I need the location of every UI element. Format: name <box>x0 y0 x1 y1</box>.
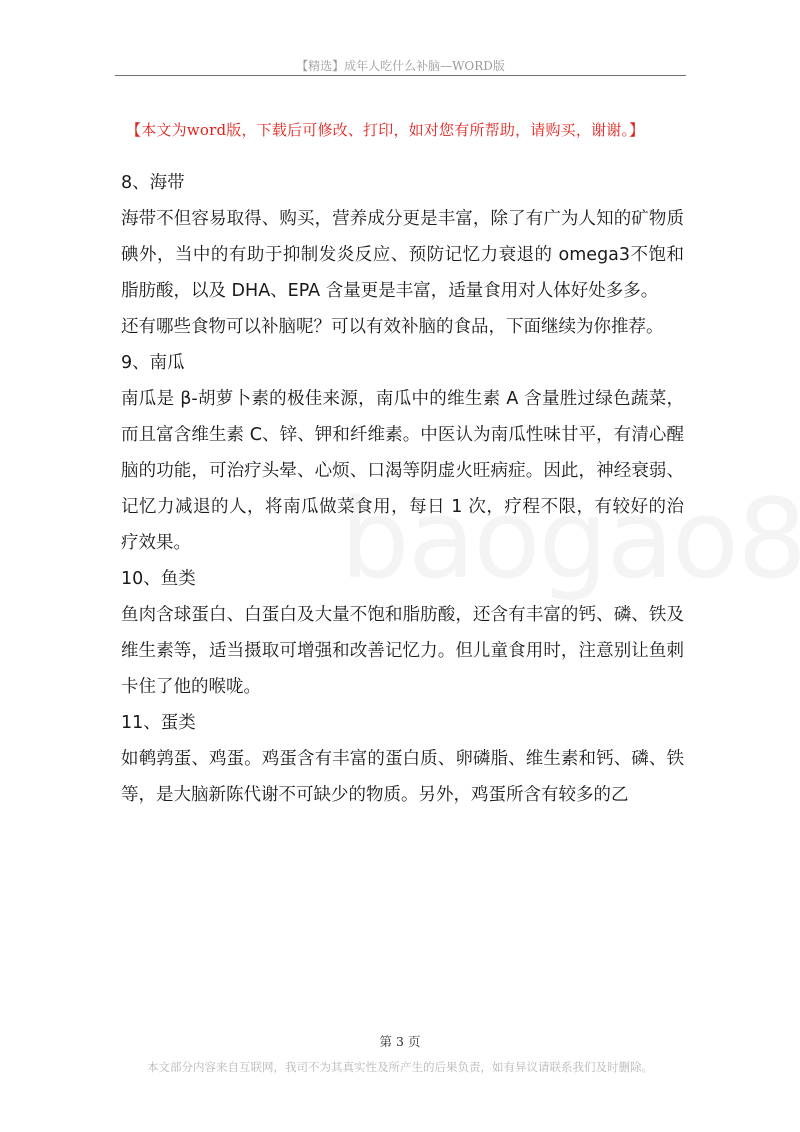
paragraph-pumpkin: 南瓜是 β-胡萝卜素的极佳来源，南瓜中的维生素 A 含量胜过绿色蔬菜，而且富含维生素 C、锌、钾和纤维素。中医认为南瓜性味甘平，有清心醒脑的功能，可治疗头晕、心烦、口渴等阴虚火旺病症。因此，神经衰弱、记忆力减退的人，将南瓜做菜食用，每日 1 次，疗程不限，有较好的治疗效果。 <box>121 389 684 553</box>
header-divider <box>115 75 686 76</box>
document-header: 【精选】成年人吃什么补脑—WORD版 <box>296 59 505 73</box>
section-heading-pumpkin: 9、南瓜 <box>121 353 185 373</box>
section-heading-fish: 10、鱼类 <box>121 569 196 589</box>
section-heading-eggs: 11、蛋类 <box>121 713 196 733</box>
download-notice: 【本文为word版，下载后可修改、打印，如对您有所帮助，请购买，谢谢。】 <box>126 121 645 139</box>
section-heading-seaweed: 8、海带 <box>121 173 185 193</box>
page-number: 第 3 页 <box>379 1034 421 1049</box>
article-body <box>121 165 684 813</box>
paragraph-eggs: 如鹌鹑蛋、鸡蛋。鸡蛋含有丰富的蛋白质、卵磷脂、维生素和钙、磷、铁等，是大脑新陈代谢不可缺少的物质。另外，鸡蛋所含有较多的乙 <box>121 749 684 805</box>
footer-disclaimer: 本文部分内容来自互联网，我司不为其真实性及所产生的后果负责，如有异议请联系我们及时删除。 <box>147 1060 653 1074</box>
paragraph-transition: 还有哪些食物可以补脑呢？可以有效补脑的食品，下面继续为你推荐。 <box>121 317 664 337</box>
paragraph-fish: 鱼肉含球蛋白、白蛋白及大量不饱和脂肪酸，还含有丰富的钙、磷、铁及维生素等，适当摄取可增强和改善记忆力。但儿童食用时，注意别让鱼刺卡住了他的喉咙。 <box>121 605 684 697</box>
paragraph-seaweed: 海带不但容易取得、购买，营养成分更是丰富，除了有广为人知的矿物质碘外，当中的有助于抑制发炎反应、预防记忆力衰退的 omega3不饱和脂肪酸，以及 DHA、EPA 含量更是丰富，适量食用对人体好处多多。 <box>121 209 684 301</box>
